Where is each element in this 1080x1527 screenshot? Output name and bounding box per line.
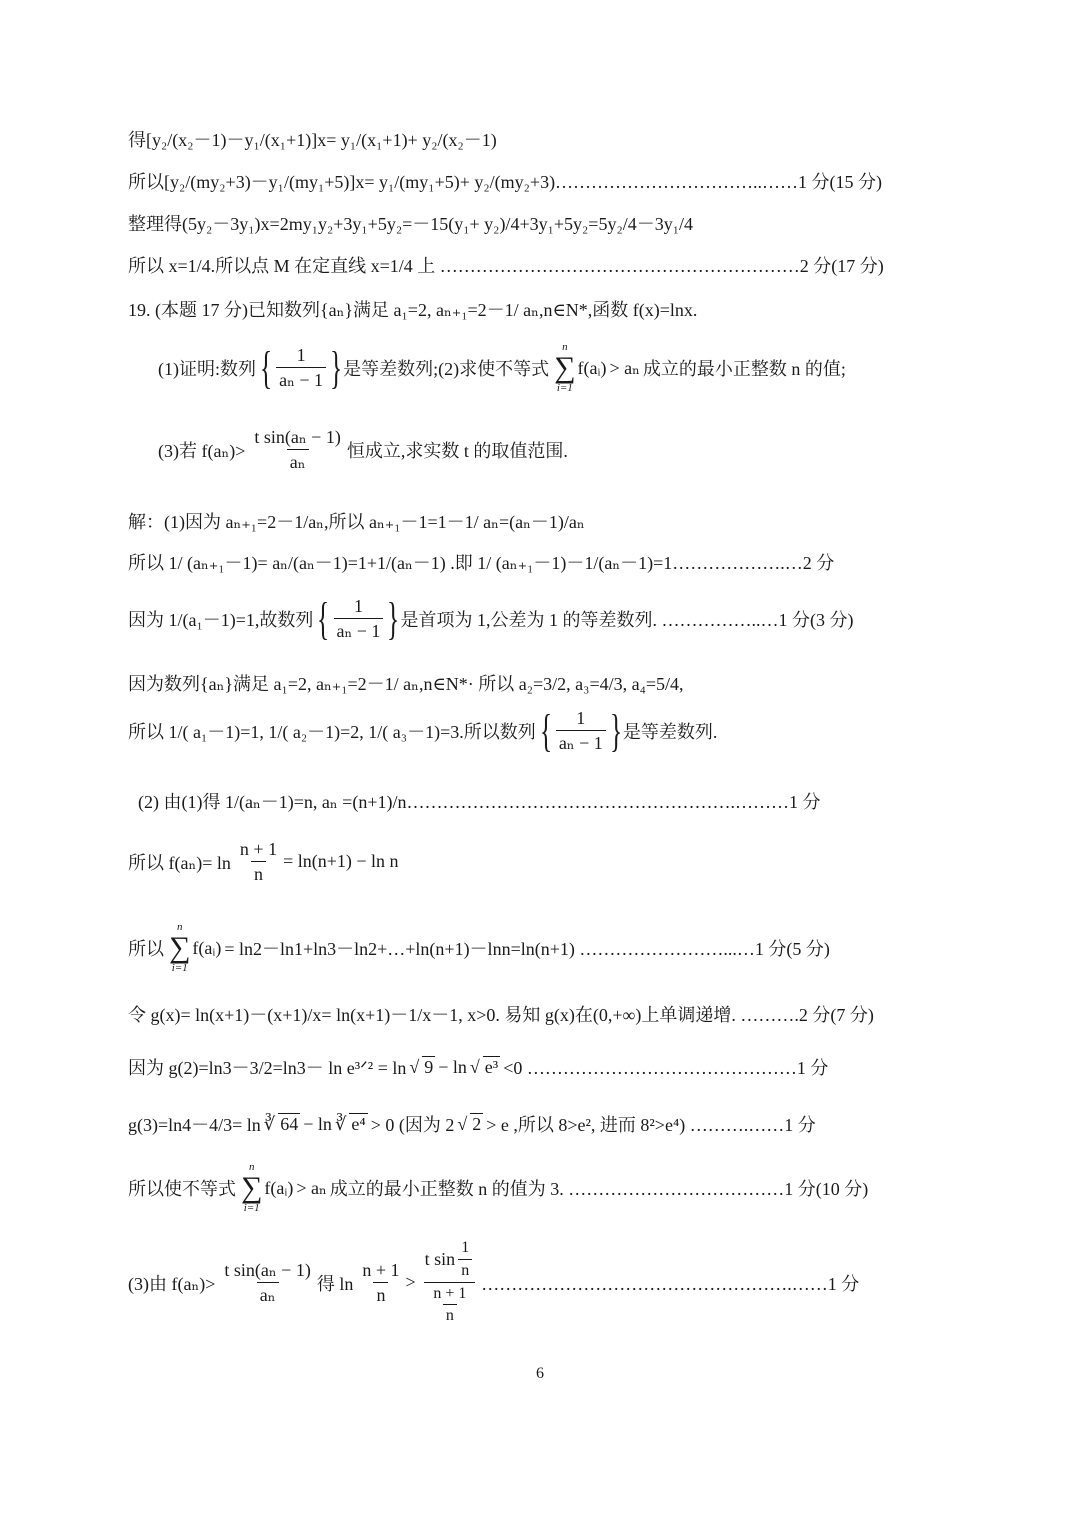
question-3: (3)若 f(aₙ)> $\frac{\text{t sin(aₙ − 1)}}{\text{aₙ}}$ 恒成立,求实数 t 的取值范围. xyxy=(158,427,568,472)
summation: n ∑ i=1 xyxy=(554,341,576,394)
page-number: 6 xyxy=(536,1365,544,1382)
solution-line: 所以使不等式 n ∑ i=1 f(aᵢ) > aₙ 成立的最小正整数 n 的值为 3. ………………………………1 分(10 分) xyxy=(128,1161,869,1214)
solution-line: 因为数列{aₙ}满足 a₁=2, aₙ₊₁=2－1/ aₙ,n∈N*· 所以 a₂=3/2, a₃=4/3, a₄=5/4, xyxy=(128,674,684,694)
solution-line: 所以 1/( a₁－1)=1, 1/( a₂－1)=2, 1/( a₃－1)=3.所以数列 { $\frac{1}{\text{aₙ − 1}}$ } 是等差数列. xyxy=(128,705,718,756)
summation: n ∑ i=1 xyxy=(169,921,191,974)
solution-line: 得[y₂/(x₂－1)－y₁/(x₁+1)]x= y₁/(x₁+1)+ y₂/(x₂－1) xyxy=(128,130,497,150)
solution-line: (2) 由(1)得 1/(aₙ－1)=n, aₙ =(n+1)/n……………………………………………….………1 分 xyxy=(138,792,821,812)
fraction: $\frac{\text{t sin(aₙ − 1)}}{\text{aₙ}}$ xyxy=(224,1259,311,1305)
solution-line: 所以 1/ (aₙ₊₁－1)= aₙ/(aₙ－1)=1+1/(aₙ－1) .即 1/ (aₙ₊₁－1)－1/(aₙ－1)=1……………….…2 分 xyxy=(128,553,835,573)
solution-line: 所以[y₂/(my₂+3)－y₁/(my₁+5)]x= y₁/(my₁+5)+ y₂/(my₂+3)……………………………..……1 分(15 分) xyxy=(128,172,883,192)
solution-line: g(3)=ln4－4/3= ln ∛ 64 − ln ∛ e⁴ > 0 (因为 2 √ 2 > e ,所以 8>e², 进而 8²>e⁴) ……….……1 分 xyxy=(128,1113,816,1135)
solution-line: 解：(1)因为 aₙ₊₁=2－1/aₙ,所以 aₙ₊₁－1=1－1/ aₙ=(aₙ－1)/aₙ xyxy=(128,512,585,532)
fraction: $\frac{1}{\text{aₙ − 1}}$ xyxy=(276,346,326,390)
solution-line: 整理得(5y₂－3y₁)x=2my₁y₂+3y₁+5y₂=－15(y₁+ y₂)/4+3y₁+5y₂=5y₂/4－3y₁/4 xyxy=(128,214,693,234)
fraction: $\frac{1}{\text{aₙ − 1}}$ xyxy=(556,709,606,753)
fraction: $\frac{1}{\text{aₙ − 1}}$ xyxy=(334,597,384,641)
solution-line: 因为 g(2)=ln3－3/2=ln3－ ln e³ᐟ² = ln √ 9 − ln √ e³ <0 ………………………………………1 分 xyxy=(128,1056,829,1078)
fraction: $\frac{n + 1}{n}$ xyxy=(239,839,278,884)
solution-line: (3)由 f(aₙ)> $\frac{\text{t sin(aₙ − 1)}}{\text{aₙ}}$ 得 ln $\frac{n + 1}{n}$ > t sin $\frac{1}{n}$ $\frac{n + 1}{n}$ …………………………………………….……1 分 xyxy=(128,1239,860,1325)
fraction: $\frac{n + 1}{n}$ xyxy=(362,1259,400,1305)
summation: n ∑ i=1 xyxy=(241,1161,263,1214)
solution-line: 所以 f(aₙ)= ln $\frac{n + 1}{n}$ = ln(n+1) − ln n xyxy=(128,839,399,884)
question-1-2: (1)证明:数列 { $\frac{1}{\text{aₙ − 1}}$ } 是等差数列;(2)求使不等式 n ∑ i=1 f(aᵢ) > aₙ 成立的最小正整数 n 的值; xyxy=(158,341,846,394)
fraction: $\frac{\text{t sin(aₙ − 1)}}{\text{aₙ}}$ xyxy=(254,427,341,472)
solution-line: 因为 1/(a₁－1)=1,故数列 { $\frac{1}{\text{aₙ − 1}}$ } 是首项为 1,公差为 1 的等差数列. ……………..…1 分(3 分) xyxy=(128,593,854,644)
problem-19-statement: 19. (本题 17 分)已知数列{aₙ}满足 a₁=2, aₙ₊₁=2－1/ aₙ,n∈N*,函数 f(x)=lnx. xyxy=(128,300,698,320)
solution-line: 所以 x=1/4.所以点 M 在定直线 x=1/4 上 ……………………………………………………2 分(17 分) xyxy=(128,256,884,276)
compound-fraction: t sin $\frac{1}{n}$ $\frac{n + 1}{n}$ xyxy=(422,1240,479,1325)
solution-line: 所以 n ∑ i=1 f(aᵢ) = ln2－ln1+ln3－ln2+…+ln(n+1)－lnn=ln(n+1) ……………………...…1 分(5 分) xyxy=(128,921,830,974)
solution-line: 令 g(x)= ln(x+1)－(x+1)/x= ln(x+1)－1/x－1, x>0. 易知 g(x)在(0,+∞)上单调递增. ……….2 分(7 分) xyxy=(128,1005,874,1025)
